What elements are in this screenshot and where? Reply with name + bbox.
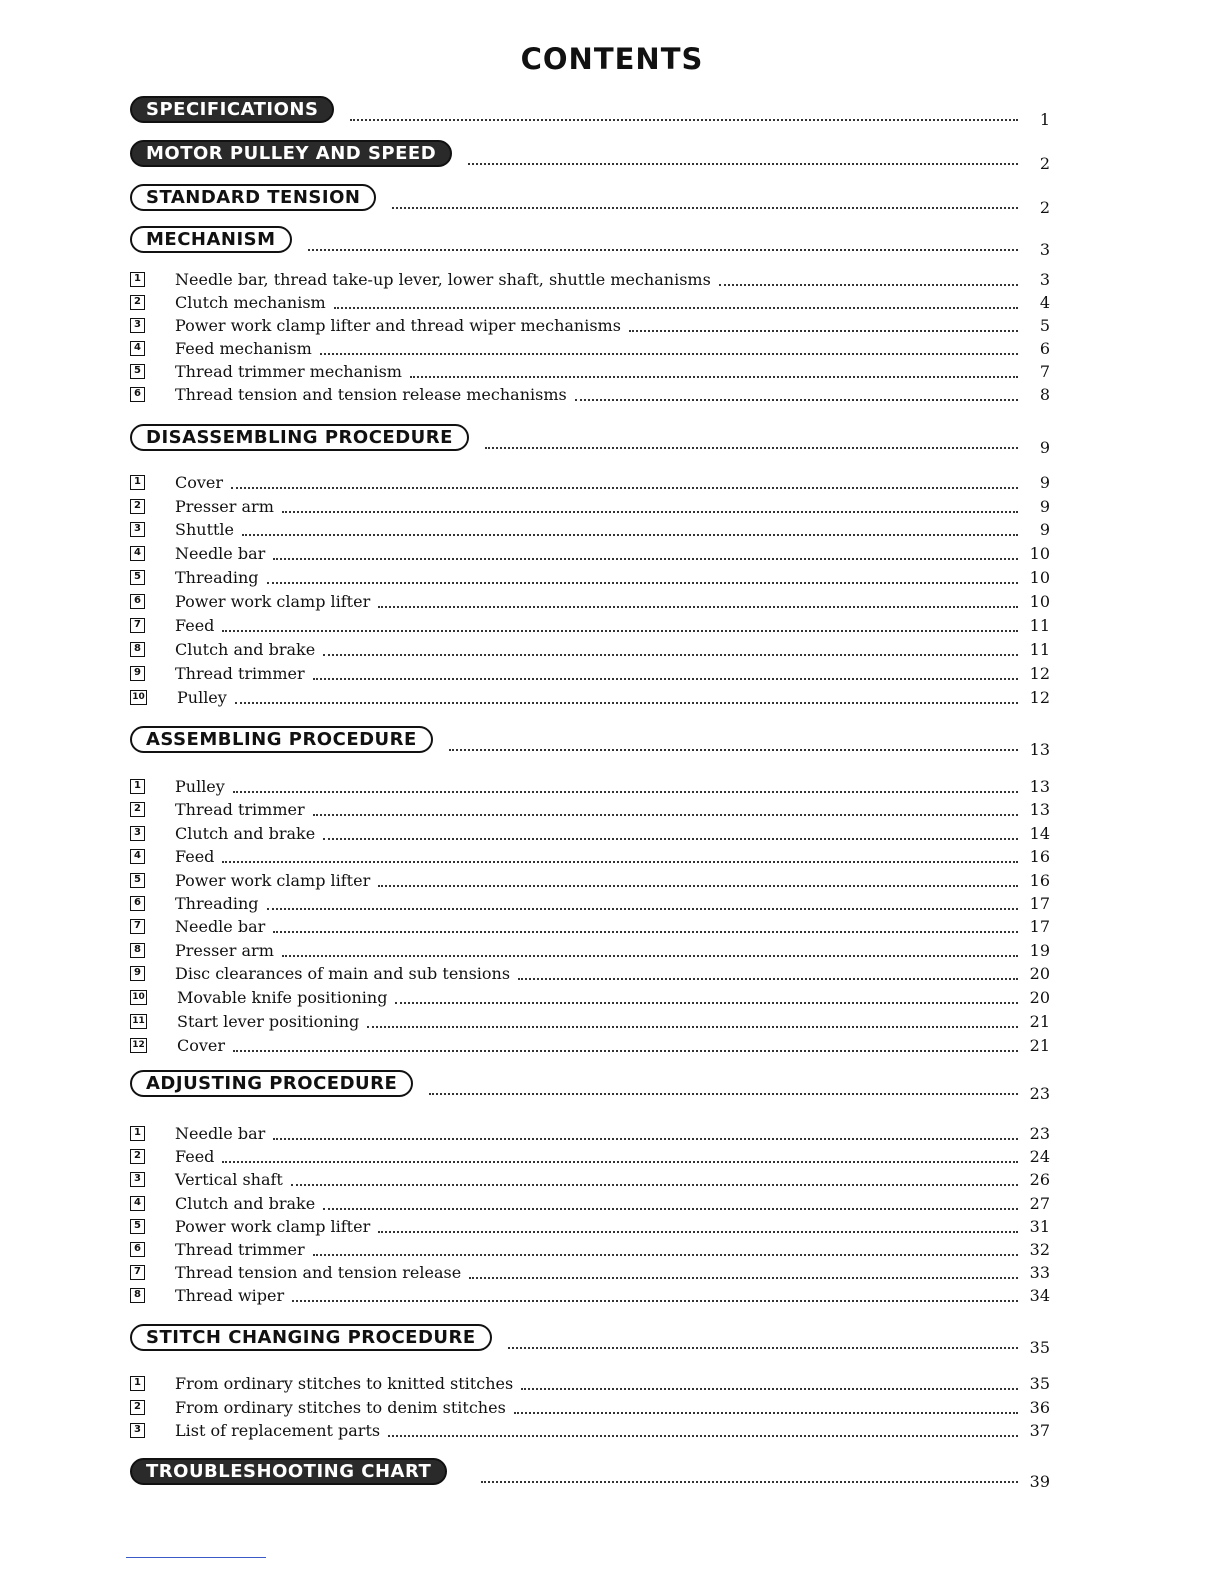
page-number: 21 [1029, 1011, 1050, 1031]
page-number: 5 [1039, 315, 1050, 335]
leader-dots [429, 1093, 1018, 1095]
item-number-box: 4 [130, 341, 145, 356]
page-title: CONTENTS [520, 42, 704, 76]
item-label: Power work clamp lifter and thread wiper mechanisms [175, 315, 621, 335]
page-number: 2 [1039, 154, 1050, 173]
page-number: 11 [1029, 639, 1050, 659]
leader-dots [468, 163, 1018, 165]
page-number: 9 [1039, 438, 1050, 457]
toc-item[interactable] [130, 798, 1050, 820]
item-number-box: 3 [130, 1423, 145, 1438]
page-number: 39 [1029, 1472, 1050, 1491]
page-number: 11 [1029, 615, 1050, 635]
item-label: Thread trimmer mechanism [175, 361, 402, 381]
page-number: 2 [1039, 198, 1050, 217]
section-heading: STANDARD TENSION [130, 184, 376, 211]
item-number-box: 9 [130, 966, 145, 981]
toc-item[interactable] [130, 1396, 1050, 1418]
toc-section-stitch-changing[interactable] [130, 1324, 1050, 1357]
toc-item[interactable] [130, 1419, 1050, 1441]
item-label: Presser arm [175, 940, 274, 960]
section-heading: SPECIFICATIONS [130, 96, 334, 123]
page-number: 20 [1029, 963, 1050, 983]
item-number-box: 2 [130, 1400, 145, 1415]
leader-dots [378, 885, 1018, 887]
item-label: Power work clamp lifter [175, 870, 371, 890]
leader-dots [514, 1412, 1018, 1414]
leader-dots [367, 1026, 1018, 1028]
item-label: Start lever positioning [177, 1011, 360, 1031]
toc-item[interactable] [130, 1192, 1050, 1214]
page-number: 27 [1029, 1193, 1050, 1213]
toc-item[interactable] [130, 1372, 1050, 1394]
page-number: 6 [1039, 338, 1050, 358]
page-number: 23 [1029, 1123, 1050, 1143]
item-label: Shuttle [175, 519, 235, 539]
item-label: Thread trimmer [175, 799, 305, 819]
item-number-box: 6 [130, 594, 145, 609]
section-heading: ADJUSTING PROCEDURE [130, 1070, 413, 1097]
leader-dots [282, 955, 1018, 957]
leader-dots [273, 558, 1018, 560]
leader-dots [273, 931, 1018, 933]
item-number-box: 7 [130, 1265, 145, 1280]
section-heading: STITCH CHANGING PROCEDURE [130, 1324, 492, 1351]
toc-item[interactable] [130, 845, 1050, 867]
leader-dots [323, 1208, 1018, 1210]
leader-dots [508, 1347, 1018, 1349]
toc-item[interactable] [130, 638, 1050, 660]
page-number: 9 [1039, 472, 1050, 492]
page-number: 10 [1029, 543, 1050, 563]
toc-item[interactable] [130, 1122, 1050, 1144]
section-heading: ASSEMBLING PROCEDURE [130, 726, 433, 753]
toc-item[interactable] [130, 268, 1050, 290]
item-label: Needle bar [175, 1123, 266, 1143]
item-label: Needle bar [175, 543, 266, 563]
item-number-box: 2 [130, 499, 145, 514]
page-number: 36 [1029, 1397, 1050, 1417]
toc-item[interactable] [130, 1010, 1050, 1032]
item-label: Power work clamp lifter [175, 591, 371, 611]
page-number: 12 [1029, 687, 1050, 707]
leader-dots [222, 861, 1018, 863]
page-number: 19 [1029, 940, 1050, 960]
toc-item[interactable] [130, 1168, 1050, 1190]
leader-dots [320, 353, 1018, 355]
toc-item[interactable] [130, 614, 1050, 636]
page-number: 10 [1029, 567, 1050, 587]
item-label: Thread wiper [175, 1285, 285, 1305]
page-number: 7 [1039, 361, 1050, 381]
leader-dots [308, 249, 1018, 251]
page-number: 21 [1029, 1035, 1050, 1055]
page-number: 3 [1039, 240, 1050, 259]
item-label: Clutch and brake [175, 639, 316, 659]
item-label: Presser arm [175, 496, 274, 516]
leader-dots [575, 399, 1018, 401]
page-number: 31 [1029, 1216, 1050, 1236]
leader-dots [282, 511, 1018, 513]
leader-dots [267, 908, 1018, 910]
page-number: 8 [1039, 384, 1050, 404]
toc-item[interactable] [130, 495, 1050, 517]
page-number: 13 [1029, 740, 1050, 759]
toc-item[interactable] [130, 566, 1050, 588]
item-number-box: 3 [130, 826, 145, 841]
toc-item[interactable] [130, 962, 1050, 984]
leader-dots [388, 1435, 1018, 1437]
page-number: 35 [1029, 1373, 1050, 1393]
item-number-box: 8 [130, 943, 145, 958]
toc-item[interactable] [130, 360, 1050, 382]
item-number-box: 2 [130, 802, 145, 817]
leader-dots [378, 606, 1018, 608]
page-number: 17 [1029, 916, 1050, 936]
toc-item[interactable] [130, 1034, 1050, 1056]
leader-dots [392, 207, 1018, 209]
item-number-box: 3 [130, 1172, 145, 1187]
page-number: 17 [1029, 893, 1050, 913]
page-number: 12 [1029, 663, 1050, 683]
leader-dots [395, 1002, 1018, 1004]
page-number: 13 [1029, 776, 1050, 796]
page-number: 4 [1039, 292, 1050, 312]
item-number-box: 10 [130, 690, 147, 705]
leader-dots [469, 1277, 1018, 1279]
item-number-box: 2 [130, 1149, 145, 1164]
toc-item[interactable] [130, 542, 1050, 564]
page-number: 13 [1029, 799, 1050, 819]
section-heading: DISASSEMBLING PROCEDURE [130, 424, 469, 451]
item-label: Power work clamp lifter [175, 1216, 371, 1236]
item-label: Thread tension and tension release [175, 1262, 462, 1282]
item-label: Threading [175, 567, 259, 587]
leader-dots [334, 307, 1018, 309]
item-number-box: 3 [130, 318, 145, 333]
item-label: Thread trimmer [175, 1239, 305, 1259]
toc-item[interactable] [130, 471, 1050, 493]
toc-section-specifications[interactable] [130, 96, 1050, 129]
item-number-box: 8 [130, 642, 145, 657]
item-number-box: 4 [130, 546, 145, 561]
item-number-box: 7 [130, 618, 145, 633]
item-label: Disc clearances of main and sub tensions [175, 963, 511, 983]
toc-section-assembling[interactable] [130, 726, 1050, 759]
item-number-box: 1 [130, 1126, 145, 1141]
page-number: 1 [1039, 110, 1050, 129]
item-label: Feed [175, 1146, 215, 1166]
page-number: 3 [1039, 269, 1050, 289]
toc-item[interactable] [130, 915, 1050, 937]
item-label: Feed mechanism [175, 338, 312, 358]
leader-dots [481, 1481, 1018, 1483]
item-number-box: 7 [130, 919, 145, 934]
item-number-box: 1 [130, 272, 145, 287]
page-number: 26 [1029, 1169, 1050, 1189]
page-number: 20 [1029, 987, 1050, 1007]
item-number-box: 5 [130, 364, 145, 379]
toc-item[interactable] [130, 291, 1050, 313]
toc-item[interactable] [130, 1284, 1050, 1306]
item-number-box: 5 [130, 1219, 145, 1234]
toc-section-troubleshooting[interactable] [130, 1458, 1050, 1491]
page-number: 9 [1039, 496, 1050, 516]
item-label: Needle bar [175, 916, 266, 936]
item-number-box: 5 [130, 570, 145, 585]
toc-item[interactable] [130, 986, 1050, 1008]
item-label: From ordinary stitches to denim stitches [175, 1397, 506, 1417]
item-label: Cover [177, 1035, 226, 1055]
item-number-box: 9 [130, 666, 145, 681]
page-number: 16 [1029, 846, 1050, 866]
item-number-box: 4 [130, 849, 145, 864]
page-number: 35 [1029, 1338, 1050, 1357]
toc-section-adjusting[interactable] [130, 1070, 1050, 1103]
leader-dots [323, 838, 1018, 840]
item-number-box: 12 [130, 1038, 147, 1053]
item-label: Pulley [175, 776, 225, 796]
page-number: 33 [1029, 1262, 1050, 1282]
toc-item[interactable] [130, 1145, 1050, 1167]
toc-item[interactable] [130, 1261, 1050, 1283]
leader-dots [222, 630, 1018, 632]
page-number: 10 [1029, 591, 1050, 611]
leader-dots [273, 1138, 1018, 1140]
item-label: List of replacement parts [175, 1420, 381, 1440]
item-number-box: 2 [130, 295, 145, 310]
item-number-box: 6 [130, 896, 145, 911]
leader-dots [350, 119, 1018, 121]
leader-dots [521, 1388, 1018, 1390]
toc-section-standard-tension[interactable] [130, 184, 1050, 217]
leader-dots [313, 678, 1018, 680]
page-number: 34 [1029, 1285, 1050, 1305]
item-number-box: 1 [130, 779, 145, 794]
page-number: 23 [1029, 1084, 1050, 1103]
item-number-box: 1 [130, 1376, 145, 1391]
page-number: 14 [1029, 823, 1050, 843]
leader-dots [291, 1184, 1018, 1186]
leader-dots [242, 534, 1018, 536]
item-number-box: 3 [130, 522, 145, 537]
leader-dots [323, 654, 1018, 656]
leader-dots [410, 376, 1018, 378]
item-number-box: 5 [130, 873, 145, 888]
leader-dots [629, 330, 1018, 332]
toc-item[interactable] [130, 518, 1050, 540]
item-number-box: 11 [130, 1014, 147, 1029]
toc-item[interactable] [130, 314, 1050, 336]
page-number: 9 [1039, 519, 1050, 539]
leader-dots [518, 978, 1018, 980]
item-number-box: 8 [130, 1288, 145, 1303]
item-label: Cover [175, 472, 224, 492]
item-label: Needle bar, thread take-up lever, lower shaft, shuttle mechanisms [175, 269, 711, 289]
item-number-box: 6 [130, 387, 145, 402]
leader-dots [292, 1300, 1018, 1302]
item-label: Feed [175, 615, 215, 635]
toc-item[interactable] [130, 869, 1050, 891]
toc-section-disassembling[interactable] [130, 424, 1050, 457]
leader-dots [233, 791, 1018, 793]
item-label: Thread trimmer [175, 663, 305, 683]
leader-dots [267, 582, 1018, 584]
toc-item[interactable] [130, 892, 1050, 914]
toc-item[interactable] [130, 662, 1050, 684]
item-number-box: 4 [130, 1196, 145, 1211]
page-number: 16 [1029, 870, 1050, 890]
toc-item[interactable] [130, 686, 1050, 708]
item-number-box: 1 [130, 475, 145, 490]
toc-item[interactable] [130, 775, 1050, 797]
item-label: Clutch mechanism [175, 292, 326, 312]
toc-item[interactable] [130, 1215, 1050, 1237]
toc-item[interactable] [130, 822, 1050, 844]
leader-dots [378, 1231, 1018, 1233]
section-heading: MECHANISM [130, 226, 292, 253]
item-number-box: 10 [130, 990, 147, 1005]
leader-dots [233, 1050, 1018, 1052]
leader-dots [231, 487, 1018, 489]
toc-section-motor-pulley[interactable] [130, 140, 1050, 173]
toc-section-mechanism[interactable] [130, 226, 1050, 259]
item-label: Threading [175, 893, 259, 913]
leader-dots [235, 702, 1018, 704]
leader-dots [313, 814, 1018, 816]
item-label: Clutch and brake [175, 823, 316, 843]
item-label: Pulley [177, 687, 227, 707]
item-number-box: 6 [130, 1242, 145, 1257]
footer-rule [126, 1557, 266, 1558]
item-label: Thread tension and tension release mechanisms [175, 384, 567, 404]
section-heading: TROUBLESHOOTING CHART [130, 1458, 447, 1485]
leader-dots [222, 1161, 1018, 1163]
leader-dots [449, 749, 1018, 751]
toc-item[interactable] [130, 1238, 1050, 1260]
section-heading: MOTOR PULLEY AND SPEED [130, 140, 452, 167]
toc-item[interactable] [130, 383, 1050, 405]
item-label: Feed [175, 846, 215, 866]
leader-dots [719, 284, 1018, 286]
item-label: Clutch and brake [175, 1193, 316, 1213]
page-number: 32 [1029, 1239, 1050, 1259]
page-number: 37 [1029, 1420, 1050, 1440]
page-number: 24 [1029, 1146, 1050, 1166]
toc-item[interactable] [130, 337, 1050, 359]
item-label: Movable knife positioning [177, 987, 388, 1007]
leader-dots [485, 447, 1018, 449]
item-label: From ordinary stitches to knitted stitches [175, 1373, 514, 1393]
toc-item[interactable] [130, 939, 1050, 961]
item-label: Vertical shaft [175, 1169, 283, 1189]
toc-item[interactable] [130, 590, 1050, 612]
leader-dots [313, 1254, 1018, 1256]
